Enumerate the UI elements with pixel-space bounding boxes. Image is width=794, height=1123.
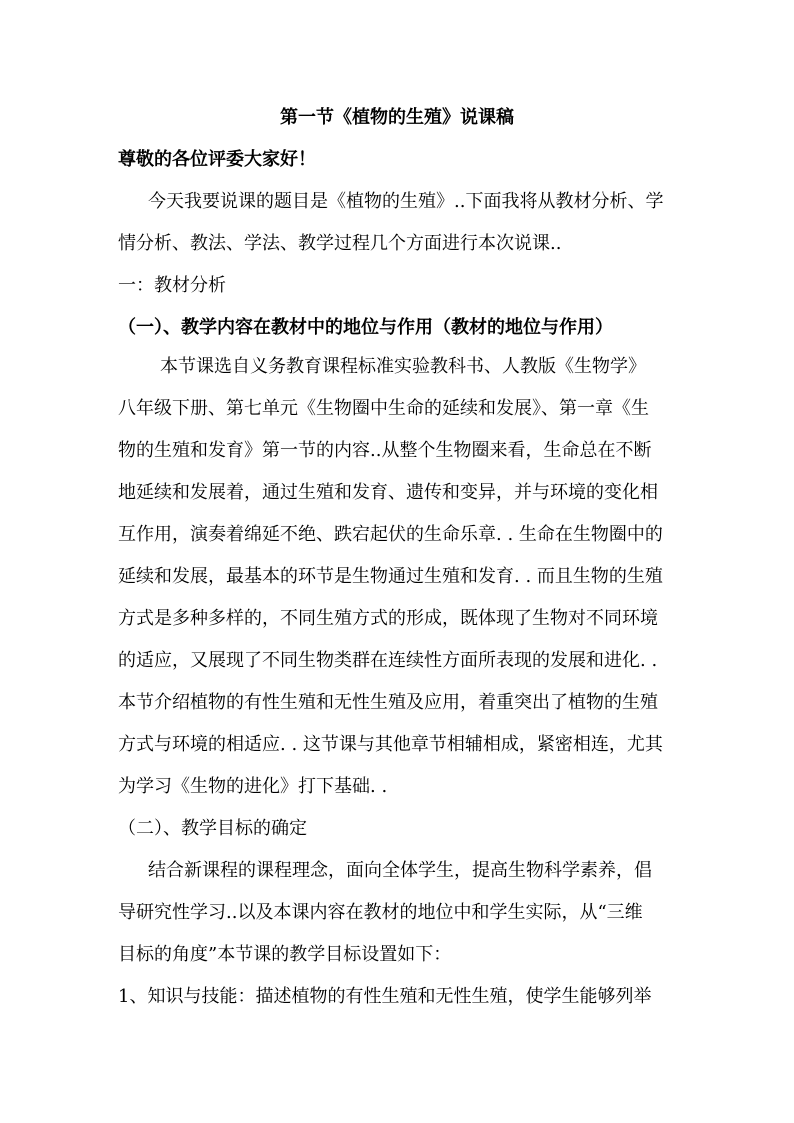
paragraph-line: 物的生殖和发育》第一节的内容..从整个生物圈来看，生命总在不断 bbox=[118, 440, 652, 461]
subsection-heading: （二）、教学目标的确定 bbox=[118, 818, 307, 839]
paragraph-line: 结合新课程的课程理念，面向全体学生，提高生物科学素养，倡 bbox=[148, 860, 652, 881]
paragraph-line: 今天我要说课的题目是《植物的生殖》..下面我将从教材分析、学 bbox=[148, 191, 664, 212]
paragraph-line: 方式与环境的相适应. . 这节课与其他章节相辅相成，紧密相连，尤其 bbox=[118, 734, 663, 755]
paragraph-line: 互作用，演奏着绵延不绝、跌宕起伏的生命乐章. . 生命在生物圈中的 bbox=[118, 524, 663, 545]
paragraph-line: 八年级下册、第七单元《生物圈中生命的延续和发展》、第一章《生 bbox=[118, 398, 649, 419]
paragraph-line: 本节课选自义务教育课程标准实验教科书、人教版《生物学》 bbox=[160, 356, 646, 377]
page-title: 第一节《植物的生殖》说课稿 bbox=[280, 107, 514, 128]
paragraph-line: 目标的角度”本节课的教学目标设置如下： bbox=[118, 944, 452, 965]
paragraph-line: 情分析、教法、学法、教学过程几个方面进行本次说课.. bbox=[118, 233, 562, 254]
section-heading: 一：教材分析 bbox=[118, 275, 226, 296]
paragraph-line: 的适应，又展现了不同生物类群在连续性方面所表现的发展和进化. . bbox=[118, 650, 658, 671]
paragraph-line: 地延续和发展着，通过生殖和发育、遗传和变异，并与环境的变化相 bbox=[118, 482, 658, 503]
subsection-heading: （一）、教学内容在教材中的地位与作用（教材的地位与作用） bbox=[118, 317, 613, 338]
paragraph-line: 本节介绍植物的有性生殖和无性生殖及应用，着重突出了植物的生殖 bbox=[118, 692, 658, 713]
greeting-line: 尊敬的各位评委大家好！ bbox=[118, 149, 316, 170]
paragraph-line: 为学习《生物的进化》打下基础. . bbox=[118, 776, 388, 797]
paragraph-line: 1、知识与技能：描述植物的有性生殖和无性生殖，使学生能够列举 bbox=[118, 986, 652, 1007]
paragraph-line: 导研究性学习..以及本课内容在教材的地位中和学生实际，从“三维 bbox=[118, 902, 643, 923]
paragraph-line: 方式是多种多样的，不同生殖方式的形成，既体现了生物对不同环境 bbox=[118, 608, 658, 629]
paragraph-line: 延续和发展，最基本的环节是生物通过生殖和发育. . 而且生物的生殖 bbox=[118, 566, 663, 587]
